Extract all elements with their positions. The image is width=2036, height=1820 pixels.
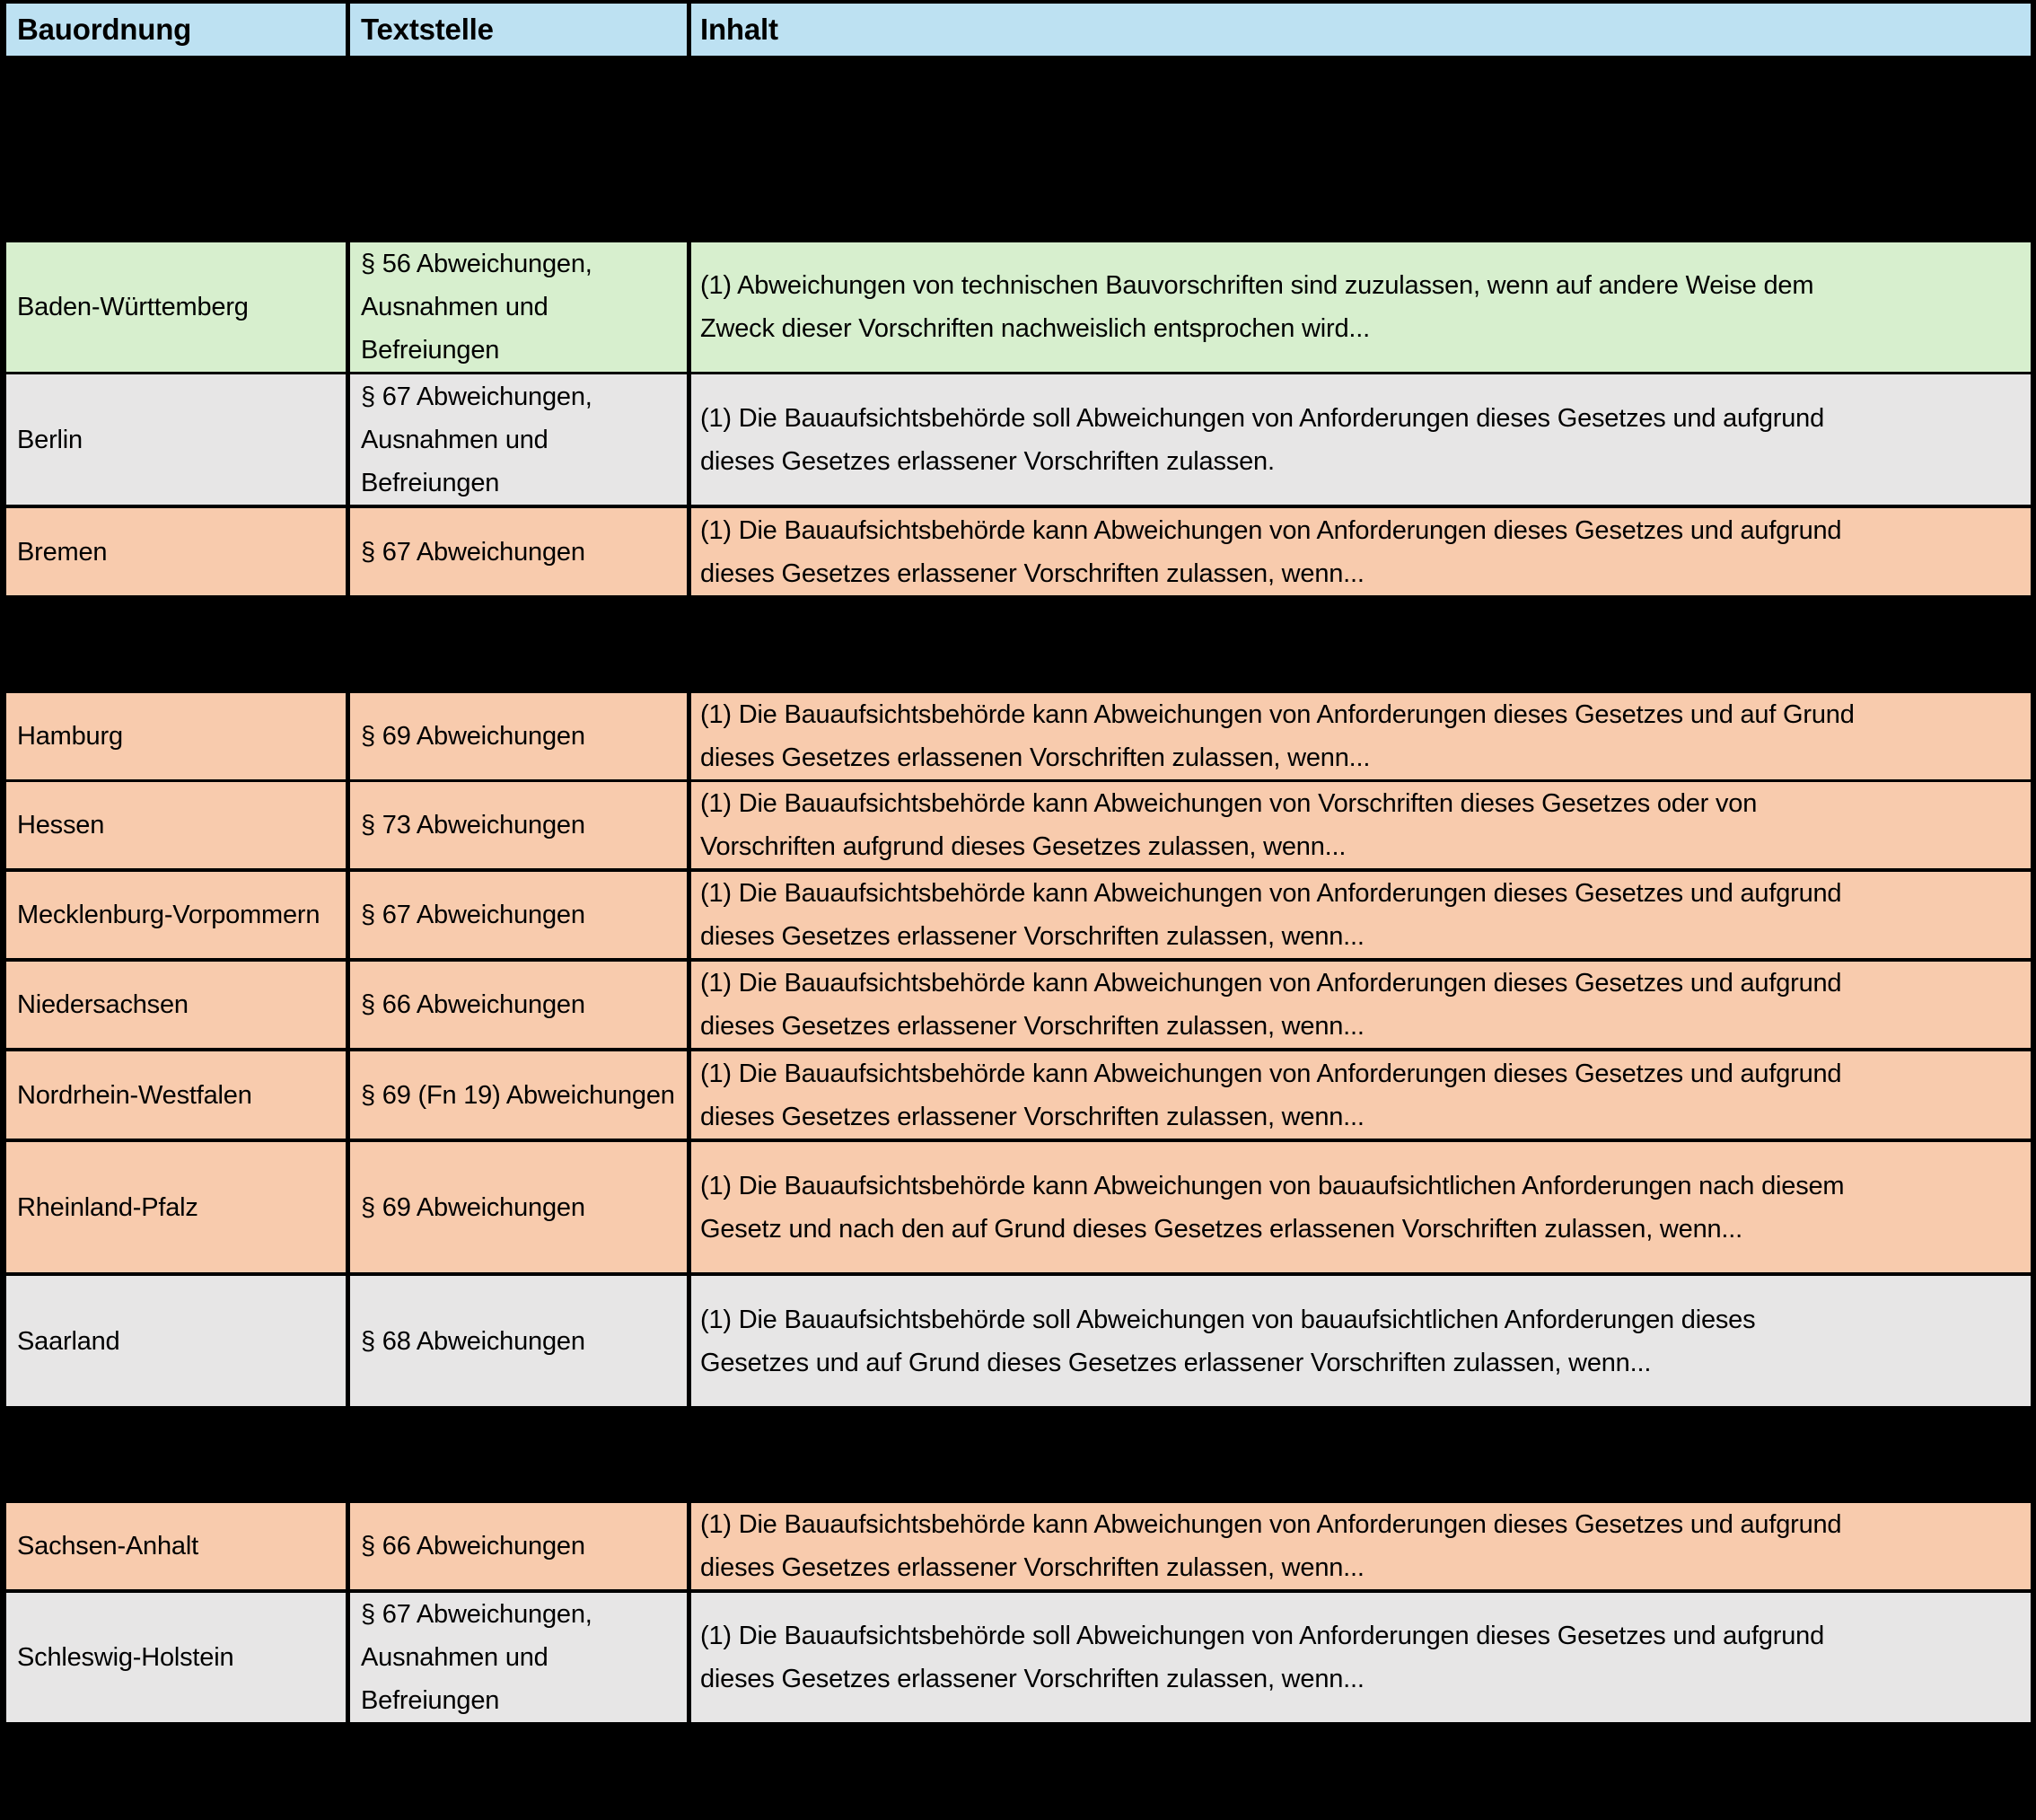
textstelle-cell xyxy=(350,782,687,868)
textstelle-cell xyxy=(350,962,687,1048)
inhalt-text: (1) Die Bauaufsichtsbehörde kann Abweichungen von Anforderungen dieses Gesetzes und auf Grund dieses Gesetzes erlassenen Vorschriften zulassen, wenn... xyxy=(700,700,1855,772)
inhalt-cell xyxy=(691,962,2031,1048)
textstelle-text: § 69 Abweichungen xyxy=(361,722,585,751)
inhalt-text: (1) Die Bauaufsichtsbehörde kann Abweichungen von Anforderungen dieses Gesetzes und aufgrund dieses Gesetzes erlassener Vorschriften zulassen, wenn... xyxy=(700,1059,1842,1131)
header-cell-textstelle xyxy=(350,4,687,56)
state-name: Bremen xyxy=(17,537,108,567)
state-name: Baden-Württemberg xyxy=(17,293,249,321)
header-cell-inhalt xyxy=(691,4,2031,56)
table-row-hessen xyxy=(6,782,2031,868)
textstelle-text: § 56 Abweichungen, Ausnahmen und Befreiungen xyxy=(361,250,592,365)
inhalt-cell xyxy=(691,1503,2031,1589)
table-row-baden-wuerttemberg xyxy=(6,242,2031,371)
textstelle-text: § 67 Abweichungen, Ausnahmen und Befreiungen xyxy=(361,1600,592,1715)
state-name: Berlin xyxy=(17,425,83,454)
textstelle-cell xyxy=(350,1276,687,1406)
inhalt-cell xyxy=(691,508,2031,595)
table-header-row xyxy=(6,4,2031,56)
state-name: Mecklenburg-Vorpommern xyxy=(17,901,320,929)
textstelle-cell xyxy=(350,872,687,958)
table-row-sachsen-anhalt xyxy=(6,1503,2031,1589)
inhalt-cell xyxy=(691,1051,2031,1139)
textstelle-text: § 73 Abweichungen xyxy=(361,811,585,840)
textstelle-text: § 67 Abweichungen xyxy=(361,901,585,929)
hidden-rows-gap xyxy=(6,1406,2031,1503)
state-cell xyxy=(6,508,346,595)
column-header-label: Inhalt xyxy=(700,13,778,46)
state-cell xyxy=(6,374,346,505)
table-row-rheinland-pfalz xyxy=(6,1142,2031,1272)
textstelle-text: § 67 Abweichungen xyxy=(361,537,585,567)
textstelle-cell xyxy=(350,1503,687,1589)
inhalt-cell xyxy=(691,1593,2031,1722)
state-cell xyxy=(6,1276,346,1406)
table-row-schleswig-holstein xyxy=(6,1593,2031,1721)
hidden-rows-gap xyxy=(6,59,2031,242)
column-header-label: Bauordnung xyxy=(17,13,192,46)
hidden-rows-gap xyxy=(6,595,2031,693)
textstelle-text: § 68 Abweichungen xyxy=(361,1326,585,1356)
textstelle-text: § 67 Abweichungen, Ausnahmen und Befreiungen xyxy=(361,382,592,497)
inhalt-text: (1) Die Bauaufsichtsbehörde kann Abweichungen von Anforderungen dieses Gesetzes und aufgrund dieses Gesetzes erlassener Vorschriften zulassen, wenn... xyxy=(700,969,1842,1041)
textstelle-cell xyxy=(350,693,687,779)
inhalt-cell xyxy=(691,1142,2031,1272)
state-name: Nordrhein-Westfalen xyxy=(17,1080,252,1110)
inhalt-cell xyxy=(691,872,2031,958)
table-row-nordrhein-westfalen xyxy=(6,1051,2031,1139)
inhalt-text: (1) Die Bauaufsichtsbehörde soll Abweichungen von Anforderungen dieses Gesetzes und aufgrund dieses Gesetzes erlassener Vorschriften zulassen. xyxy=(700,403,1824,476)
state-cell xyxy=(6,693,346,779)
textstelle-text: § 69 (Fn 19) Abweichungen xyxy=(361,1080,675,1110)
inhalt-cell xyxy=(691,1276,2031,1406)
textstelle-cell xyxy=(350,1593,687,1722)
state-name: Saarland xyxy=(17,1326,120,1356)
state-cell xyxy=(6,1593,346,1722)
textstelle-text: § 69 Abweichungen xyxy=(361,1192,585,1222)
inhalt-text: (1) Die Bauaufsichtsbehörde kann Abweichungen von Anforderungen dieses Gesetzes und aufgrund dieses Gesetzes erlassener Vorschriften zulassen, wenn... xyxy=(700,1510,1842,1582)
inhalt-text: (1) Die Bauaufsichtsbehörde kann Abweichungen von Vorschriften dieses Gesetzes oder von Vorschriften aufgrund dieses Gesetzes zulassen, wenn... xyxy=(700,789,1758,861)
inhalt-text: (1) Die Bauaufsichtsbehörde kann Abweichungen von Anforderungen dieses Gesetzes und aufgrund dieses Gesetzes erlassener Vorschriften zulassen, wenn... xyxy=(700,515,1842,588)
inhalt-text: (1) Die Bauaufsichtsbehörde soll Abweichungen von bauaufsichtlichen Anforderungen dieses Gesetzes und auf Grund dieses Gesetzes erlassener Vorschriften zulassen, wenn... xyxy=(700,1305,1756,1377)
table-row-niedersachsen xyxy=(6,962,2031,1048)
state-name: Sachsen-Anhalt xyxy=(17,1532,198,1561)
state-cell xyxy=(6,782,346,868)
table-row-mecklenburg-vorpommern xyxy=(6,872,2031,958)
state-name: Hessen xyxy=(17,811,105,840)
state-cell xyxy=(6,1051,346,1139)
state-cell xyxy=(6,872,346,958)
inhalt-cell xyxy=(691,693,2031,779)
state-cell xyxy=(6,1503,346,1589)
textstelle-cell xyxy=(350,1051,687,1139)
inhalt-text: (1) Abweichungen von technischen Bauvorschriften sind zuzulassen, wenn auf andere Weise dem Zweck dieser Vorschriften nachweislich entsprochen wird... xyxy=(700,271,1814,343)
table-row-berlin xyxy=(6,374,2031,505)
table-row-saarland xyxy=(6,1276,2031,1406)
textstelle-cell xyxy=(350,242,687,372)
state-cell xyxy=(6,242,346,372)
inhalt-text: (1) Die Bauaufsichtsbehörde kann Abweichungen von Anforderungen dieses Gesetzes und aufgrund dieses Gesetzes erlassener Vorschriften zulassen, wenn... xyxy=(700,879,1842,951)
state-name: Niedersachsen xyxy=(17,990,189,1019)
state-cell xyxy=(6,1142,346,1272)
inhalt-text: (1) Die Bauaufsichtsbehörde soll Abweichungen von Anforderungen dieses Gesetzes und aufgrund dieses Gesetzes erlassener Vorschriften zulassen, wenn... xyxy=(700,1622,1824,1693)
textstelle-cell xyxy=(350,374,687,505)
inhalt-cell xyxy=(691,242,2031,372)
textstelle-cell xyxy=(350,1142,687,1272)
state-name: Schleswig-Holstein xyxy=(17,1643,234,1672)
header-cell-bauordnung xyxy=(6,4,346,56)
state-name: Rheinland-Pfalz xyxy=(17,1192,198,1222)
column-header-label: Textstelle xyxy=(361,13,494,46)
inhalt-text: (1) Die Bauaufsichtsbehörde kann Abweichungen von bauaufsichtlichen Anforderungen nach diesem Gesetz und nach den auf Grund dieses Gesetzes erlassenen Vorschriften zulassen, wenn... xyxy=(700,1171,1845,1244)
state-cell xyxy=(6,962,346,1048)
textstelle-cell xyxy=(350,508,687,595)
inhalt-cell xyxy=(691,374,2031,505)
table-row-hamburg xyxy=(6,693,2031,778)
inhalt-cell xyxy=(691,782,2031,868)
table-row-bremen xyxy=(6,508,2031,595)
state-name: Hamburg xyxy=(17,722,123,751)
textstelle-text: § 66 Abweichungen xyxy=(361,1532,585,1561)
textstelle-text: § 66 Abweichungen xyxy=(361,990,585,1019)
